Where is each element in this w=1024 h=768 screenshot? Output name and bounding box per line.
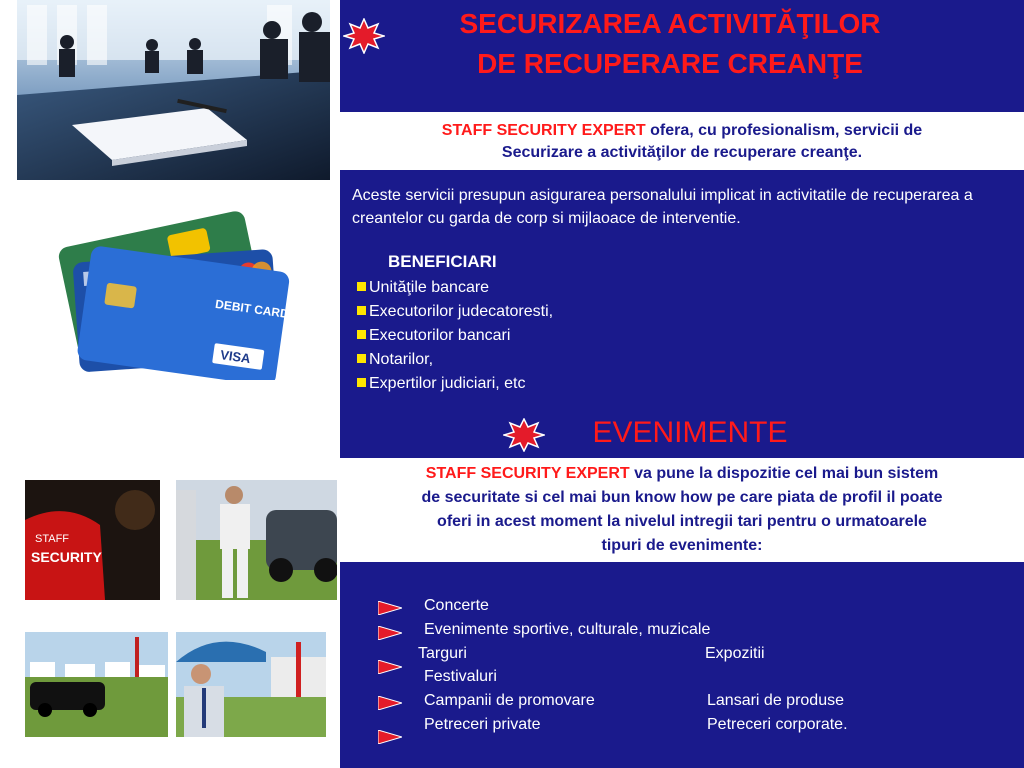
evenimente-line3: oferi in acest moment la nivelul intregii tari pentru o urmatoarele — [437, 513, 927, 530]
arrow-right-icon — [378, 660, 402, 674]
bullet-square-icon — [357, 282, 366, 291]
services-description: Aceste servicii presupun asigurarea personalului implicat in activitatile de recuperarea a creantelor cu garda de corp si mijlaoace de interventie. — [352, 187, 973, 227]
evenimente-line2: de securitate si cel mai bun know how pe care piata de profil il poate — [421, 489, 943, 506]
credit-cards-photo — [25, 185, 330, 380]
beneficiari-heading: BENEFICIARI — [388, 252, 497, 271]
page-title-line1: SECURIZAREA ACTIVITĂŢILOR — [459, 8, 881, 39]
beneficiar-item: Notarilor, — [357, 351, 433, 369]
staff-jacket-text-bottom: SECURITY — [31, 549, 102, 565]
evenimente-intro-text — [342, 462, 1022, 558]
bullet-square-icon — [357, 354, 366, 363]
arrow-right-icon — [378, 730, 402, 744]
evenimente-line1-rest: va pune la dispozitie cel mai bun sistem — [629, 465, 939, 482]
debit-card-label: DEBIT CARD — [214, 296, 290, 322]
intro-line1-rest: ofera, cu profesionalism, servicii de — [645, 122, 923, 139]
event-field-photo — [25, 632, 168, 737]
bullet-square-icon — [357, 306, 366, 315]
event-type-sportive: Evenimente sportive, culturale, muzicale — [424, 621, 711, 638]
arrow-right-icon — [378, 696, 402, 710]
arrow-right-icon — [378, 626, 402, 640]
intro-line2: Securizare a activităţilor de recuperare creanţe. — [501, 144, 863, 161]
event-type-festivaluri: Festivaluri — [424, 668, 497, 685]
event-type-targuri: Targuri — [418, 645, 467, 662]
beneficiar-item: Executorilor judecatoresti, — [357, 303, 553, 321]
staff-jacket-text-top: STAFF — [35, 533, 70, 545]
evenimente-line4: tipuri de evenimente: — [601, 537, 763, 554]
arrow-right-icon — [378, 601, 402, 615]
guard-tent-photo — [176, 632, 326, 737]
beneficiar-item: Expertilor judiciari, etc — [357, 375, 526, 393]
event-types-panel — [340, 562, 1024, 768]
beneficiar-item: Executorilor bancari — [357, 327, 510, 345]
visa-label: VISA — [219, 347, 252, 367]
evenimente-brand: STAFF SECURITY EXPERT — [425, 465, 630, 482]
intro-brand: STAFF SECURITY EXPERT — [441, 122, 646, 139]
outdoor-guard-photo — [176, 480, 337, 600]
meeting-room-photo — [17, 0, 330, 180]
event-type-petreceri-corporate: Petreceri corporate. — [707, 716, 848, 733]
event-type-campanii: Campanii de promovare — [424, 692, 595, 709]
event-type-petreceri-private: Petreceri private — [424, 716, 541, 733]
page-title-line2: DE RECUPERARE CREANŢE — [477, 48, 863, 79]
beneficiar-item: Unităţile bancare — [357, 279, 489, 297]
red-burst-icon — [343, 18, 385, 54]
bullet-square-icon — [357, 330, 366, 339]
event-type-expozitii: Expozitii — [705, 645, 765, 662]
staff-security-photo — [25, 480, 160, 600]
evenimente-heading: EVENIMENTE — [592, 416, 788, 449]
red-burst-icon — [503, 418, 545, 452]
bullet-square-icon — [357, 378, 366, 387]
intro-text — [342, 120, 1022, 164]
event-type-concerte: Concerte — [424, 597, 489, 614]
event-type-lansari: Lansari de produse — [707, 692, 844, 709]
